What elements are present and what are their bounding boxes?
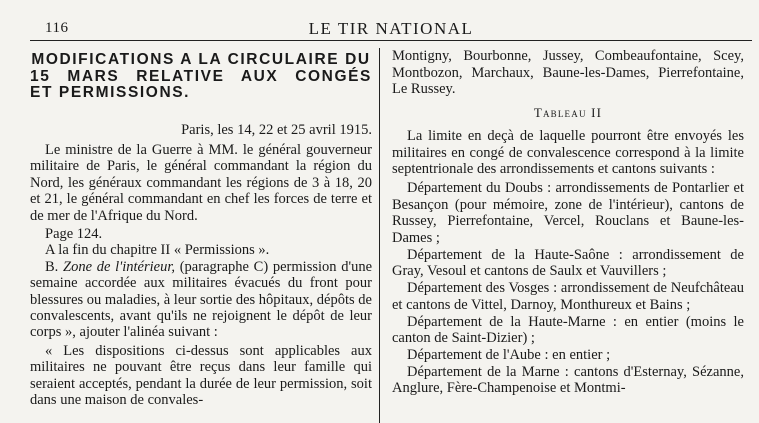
department-entry: Département du Doubs : arrondissements de Pontarlier et Besançon (pour mémoire, zone de l'intérieur), cantons de Russey, Pierrefontaine, Vercel, Rouclans et Baune-les-Dames ; <box>392 179 744 247</box>
continuation-paragraph: Montigny, Bourbonne, Jussey, Combeaufontaine, Scey, Montbozon, Marchaux, Baune-les-Dames, Pierrefontaine, Le Russey. <box>392 48 744 98</box>
left-column <box>30 52 372 408</box>
article-title-line: 15 MARS RELATIVE AUX CONGÉS <box>30 67 372 85</box>
department-entry: Département de la Haute-Saône : arrondissement de Gray, Vesoul et cantons de Saulx et Vauvillers ; <box>392 246 744 280</box>
page-header <box>30 0 752 41</box>
tableau-title: Tableau II <box>533 105 603 121</box>
article-title <box>30 52 372 102</box>
section-b-prefix: B. <box>45 258 64 275</box>
article-title-line: ET PERMISSIONS. <box>30 84 191 101</box>
right-column <box>392 48 744 397</box>
column-divider <box>379 48 380 423</box>
department-entry: Département de l'Aube : en entier ; <box>407 346 611 363</box>
page-reference: Page 124. <box>45 225 103 242</box>
page-number: 116 <box>45 20 69 36</box>
section-b-text: (paragraphe C) permission d'une semaine accordée aux militaires évacués du front pour blessures ou maladies, à leur sortie des hôpitaux, dépôts de convalescents, avant qu'ils ne rejoignent le dépôt de leur corps », ajouter l'alinéa suivant : <box>30 258 373 341</box>
department-entry: Département de la Haute-Marne : en entier (moins le canton de Saint-Dizier) ; <box>392 313 744 347</box>
tableau-intro: La limite en deçà de laquelle pourront être envoyés les militaires en congé de convalescence correspond à la limite septentrionale des arrondissements et cantons suivants : <box>392 127 744 178</box>
article-title-line: MODIFICATIONS A LA CIRCULAIRE DU <box>31 51 371 68</box>
section-b-italic: Zone de l'intérieur, <box>63 258 176 275</box>
journal-title: LE TIR NATIONAL <box>308 19 474 38</box>
chapter-note: A la fin du chapitre II « Permissions ». <box>45 242 270 259</box>
department-entry: Département des Vosges : arrondissement de Neufchâteau et cantons de Vittel, Darnoy, Monthureux et Bains ; <box>392 280 744 313</box>
address-paragraph: Le ministre de la Guerre à MM. le général gouverneur militaire de Paris, le général commandant la région du Nord, les généraux commandant les régions de 3 à 18, 20 et 21, le général commandant en chef les forces de terre et de mer de l'Afrique du Nord. <box>30 141 372 224</box>
department-entry: Département de la Marne : cantons d'Esternay, Sézanne, Anglure, Fère-Champenoise et Montmi- <box>392 363 744 397</box>
quote-paragraph: « Les dispositions ci-dessus sont applicables aux militaires ne pouvant être reçus dans leur famille qui seraient acceptés, pendant la durée de leur permission, soit dans une maison de convales- <box>30 342 372 408</box>
section-b-paragraph <box>30 259 372 341</box>
dateline: Paris, les 14, 22 et 25 avril 1915. <box>181 121 372 138</box>
